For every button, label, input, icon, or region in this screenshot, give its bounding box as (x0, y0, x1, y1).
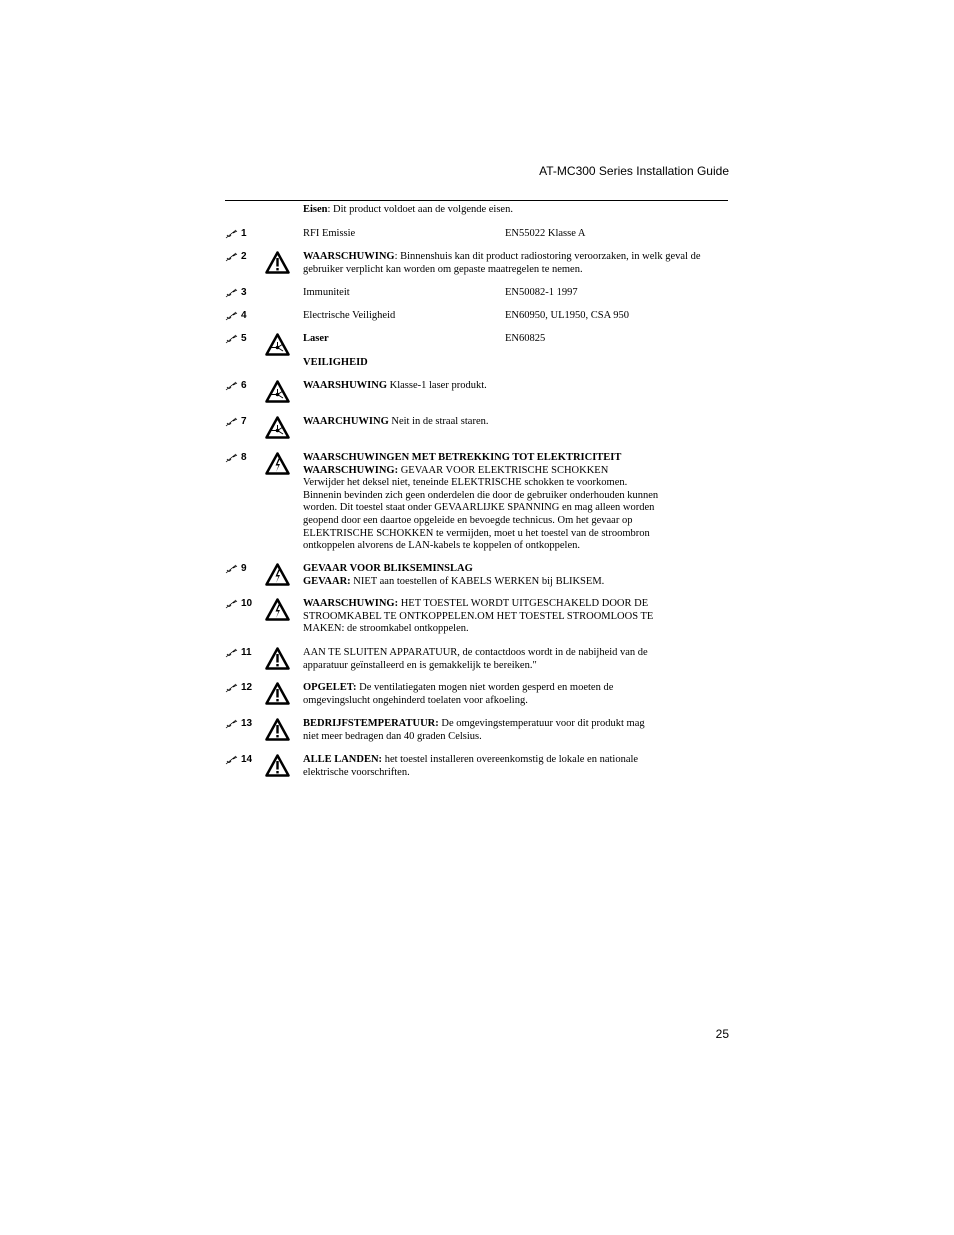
pencil-icon (225, 334, 238, 344)
item-text: HET TOESTEL WORDT UITGESCHAKELD DOOR DE (398, 598, 649, 609)
item-value: EN50082-1 1997 (505, 287, 578, 298)
item-number: 4 (241, 310, 247, 321)
list-item-5 (225, 333, 728, 380)
body-line: ELEKTRISCHE SCHOKKEN te vermijden, moet u het toestel van de stroombron (303, 527, 650, 539)
item-value: EN60825 (505, 333, 546, 344)
item-number: 5 (241, 333, 247, 344)
item-marker (225, 251, 247, 264)
list-item-11 (225, 647, 728, 682)
body-line: omgevingslucht ongehinderd toelaten voor afkoeling. (303, 694, 528, 706)
running-header: AT-MC300 Series Installation Guide (539, 164, 729, 178)
item-text: De ventilatiegaten mogen niet worden gesperd en moeten de (356, 682, 614, 693)
item-number: 13 (241, 718, 253, 729)
body-line: AAN TE SLUITEN APPARATUUR, de contactdoos wordt in de nabijheid van de (303, 647, 648, 658)
item-number: 2 (241, 251, 247, 262)
item-text: Immuniteit (303, 287, 350, 298)
list-item-8 (225, 452, 728, 563)
electric-hazard-icon (265, 598, 290, 621)
pencil-icon (225, 453, 238, 463)
laser-warning-icon (265, 333, 290, 356)
section-heading: WAARSCHUWINGEN MET BETREKKING TOT ELEKTRICITEIT (303, 452, 622, 463)
warning-label: WAARSCHUWING: (303, 598, 399, 609)
pencil-icon (225, 755, 238, 765)
warning-exclamation-icon (265, 647, 290, 670)
pencil-icon (225, 599, 238, 609)
item-number: 9 (241, 563, 247, 574)
pencil-icon (225, 252, 238, 262)
page-number: 25 (715, 1027, 729, 1041)
item-marker (225, 287, 247, 300)
electric-hazard-icon (265, 452, 290, 475)
list-item-14 (225, 754, 728, 790)
list-item-3 (225, 287, 728, 310)
body-line: STROOMKABEL TE ONTKOPPELEN.OM HET TOESTEL STROOMLOOS TE (303, 610, 654, 622)
item-text: : Binnenshuis kan dit product radiostoring veroorzaken, in welk geval de gebruiker verplicht kan worden om gepaste maatregelen te nemen. (303, 251, 701, 275)
section-heading: GEVAAR VOOR BLIKSEMINSLAG (303, 563, 473, 574)
body-line: Binnenin bevinden zich geen onderdelen die door de gebruiker onderhouden kunnen (303, 489, 659, 501)
item-marker (225, 380, 247, 393)
item-text: Neit in de straal staren. (388, 416, 489, 427)
item-text: De omgevingstemperatuur voor dit produkt mag (438, 718, 645, 729)
item-marker (225, 333, 247, 346)
item-marker (225, 452, 247, 465)
item-marker (225, 563, 247, 576)
intro-row (225, 204, 728, 228)
warning-exclamation-icon (265, 251, 290, 274)
warning-label: WAARSCHUWING (303, 251, 395, 262)
laser-warning-icon (265, 416, 290, 439)
item-number: 1 (241, 228, 247, 239)
warning-label: ALLE LANDEN: (303, 754, 383, 765)
pencil-icon (225, 311, 238, 321)
item-marker (225, 598, 252, 611)
body-line: Verwijder het deksel niet, teneinde ELEKTRISCHE schokken te voorkomen. (303, 477, 628, 489)
list-item-2 (225, 251, 728, 287)
item-text: NIET aan toestellen of KABELS WERKEN bij BLIKSEM. (350, 575, 605, 587)
item-number: 11 (241, 647, 252, 658)
list-item-7 (225, 416, 728, 452)
item-value: EN55022 Klasse A (505, 228, 586, 239)
body-line: MAKEN: de stroomkabel ontkoppelen. (303, 623, 469, 635)
item-text: Klasse-1 laser produkt. (387, 380, 487, 391)
item-text: het toestel installeren overeenkomstig de lokale en nationale (382, 754, 639, 765)
item-number: 3 (241, 287, 247, 298)
item-marker (225, 647, 252, 660)
item-marker (225, 228, 247, 241)
body-line: ontkoppelen alvorens de LAN-kabels te koppelen of ontkoppelen. (303, 540, 581, 552)
item-marker (225, 416, 247, 429)
item-text: RFI Emissie (303, 228, 356, 239)
pencil-icon (225, 648, 238, 658)
item-value: EN60950, UL1950, CSA 950 (505, 310, 629, 321)
list-item-12 (225, 682, 728, 718)
pencil-icon (225, 564, 238, 574)
pencil-icon (225, 719, 238, 729)
list-item-13 (225, 718, 728, 754)
item-number: 6 (241, 380, 247, 391)
item-marker (225, 310, 247, 323)
body-line: geopend door een daartoe opgeleide en bevoegde technicus. Om het gevaar op (303, 514, 633, 526)
item-number: 7 (241, 416, 247, 427)
pencil-icon (225, 683, 238, 693)
item-text: GEVAAR VOOR ELEKTRISCHE SCHOKKEN (398, 464, 609, 476)
item-marker (225, 682, 252, 695)
header-rule (225, 200, 728, 201)
warning-label: OPGELET: (303, 682, 357, 693)
document-body (225, 204, 728, 790)
item-marker (225, 718, 252, 731)
warning-label: WAARSCHUWING: (303, 464, 399, 476)
body-line: worden. Dit toestel staat onder GEVAARLIJKE SPANNING en mag alleen worden (303, 502, 655, 514)
list-item-6 (225, 380, 728, 416)
pencil-icon (225, 381, 238, 391)
item-text: Electrische Veiligheid (303, 310, 396, 321)
laser-warning-icon (265, 380, 290, 403)
item-label: Laser (303, 333, 329, 344)
warning-label: GEVAAR: (303, 575, 351, 587)
pencil-icon (225, 229, 238, 239)
list-item-1 (225, 228, 728, 251)
body-line: elektrische voorschriften. (303, 766, 410, 778)
electric-hazard-icon (265, 563, 290, 586)
list-item-9 (225, 563, 728, 598)
intro-label: Eisen (303, 204, 328, 215)
section-heading: VEILIGHEID (303, 356, 368, 368)
item-number: 8 (241, 452, 247, 463)
warning-exclamation-icon (265, 682, 290, 705)
item-number: 12 (241, 682, 253, 693)
warning-exclamation-icon (265, 718, 290, 741)
item-number: 14 (241, 754, 253, 765)
item-marker (225, 754, 252, 767)
item-number: 10 (241, 598, 253, 609)
pencil-icon (225, 288, 238, 298)
warning-label: WAARSHUWING (303, 380, 388, 391)
warning-label: BEDRIJFSTEMPERATUUR: (303, 718, 439, 729)
pencil-icon (225, 417, 238, 427)
list-item-10 (225, 598, 728, 647)
body-line: apparatuur geïnstalleerd en is gemakkelijk te bereiken." (303, 659, 537, 671)
warning-label: WAARCHUWING (303, 416, 389, 427)
body-line: niet meer bedragen dan 40 graden Celsius. (303, 730, 482, 742)
intro-text: : Dit product voldoet aan de volgende eisen. (327, 204, 513, 215)
list-item-4 (225, 310, 728, 333)
warning-exclamation-icon (265, 754, 290, 777)
